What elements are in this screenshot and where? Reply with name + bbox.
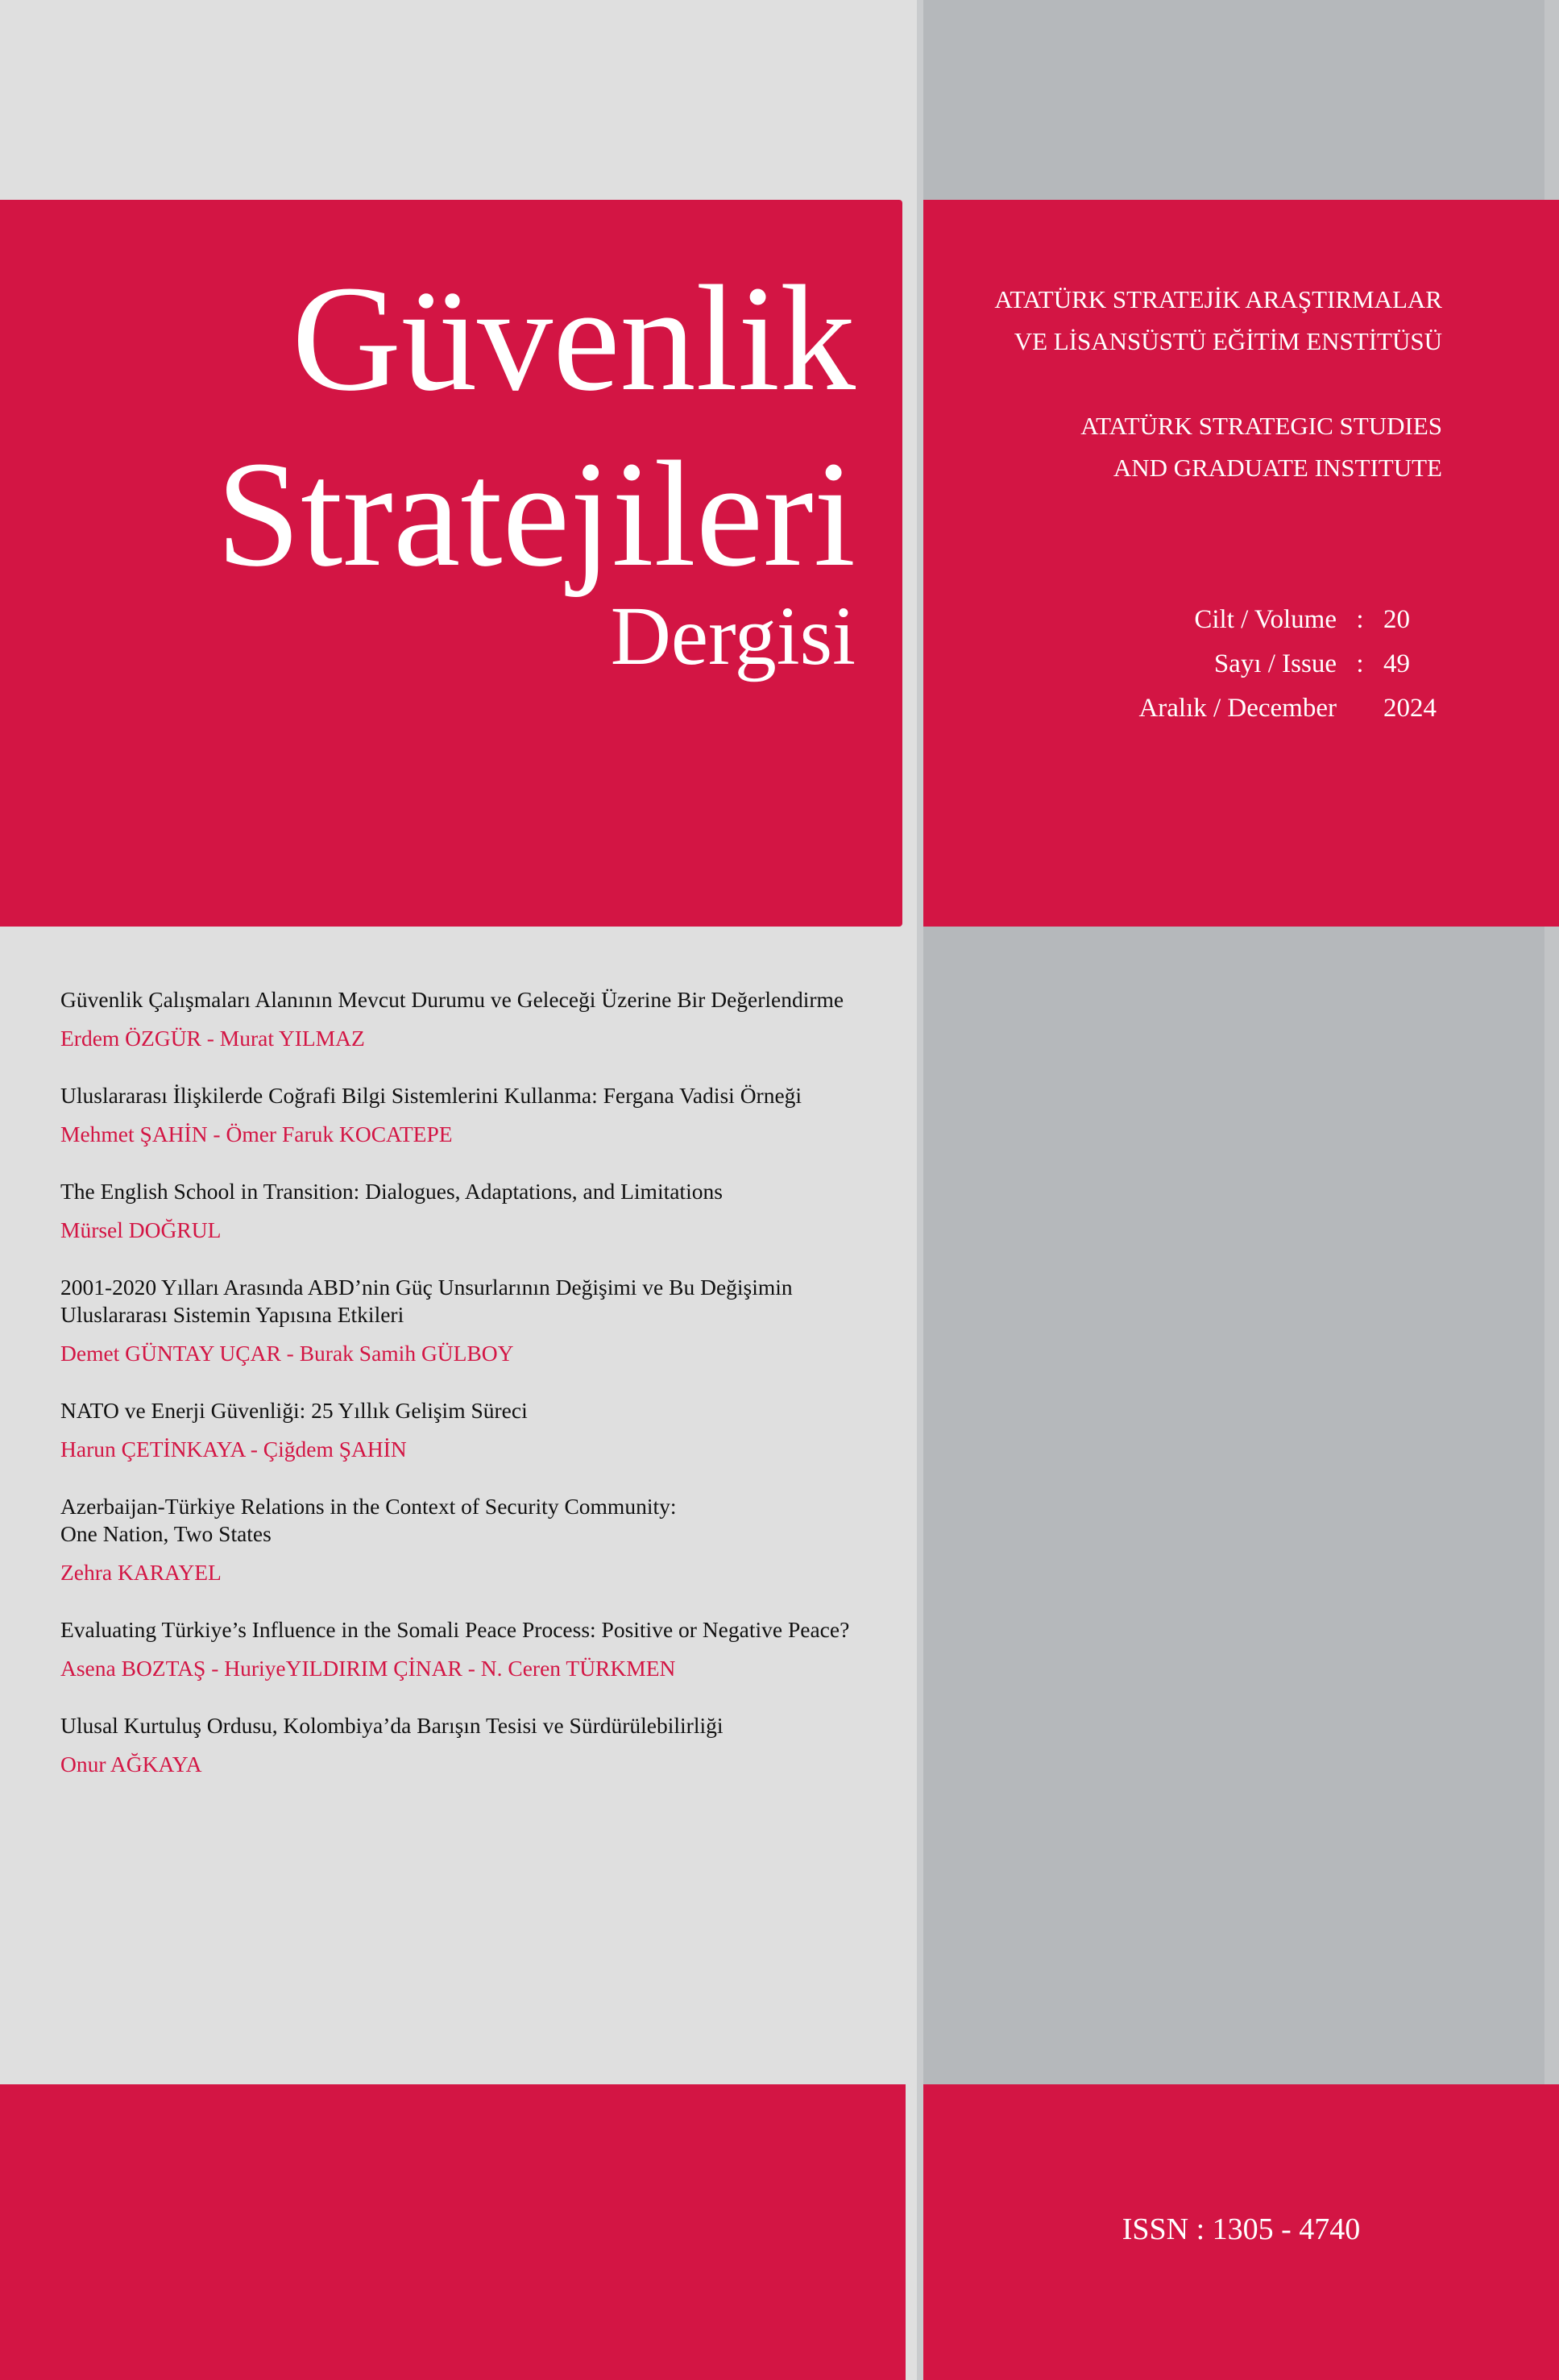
journal-title-line-3: Dergisi xyxy=(610,590,856,682)
article-title-line-1: 2001-2020 Yılları Arasında ABD’nin Güç Unsurlarının Değişimi ve Bu Değişimin xyxy=(60,1275,793,1300)
issn-number: ISSN : 1305 - 4740 xyxy=(1122,2212,1361,2246)
article-authors: Asena BOZTAŞ - HuriyeYILDIRIM ÇİNAR - N. Ceren TÜRKMEN xyxy=(60,1656,676,1681)
institute-tr-line-1: ATATÜRK STRATEJİK ARAŞTIRMALAR xyxy=(994,285,1442,313)
journal-title-line-2: Stratejileri xyxy=(216,429,856,598)
volume-separator: : xyxy=(1356,605,1364,634)
institute-name-turkish xyxy=(994,279,1442,363)
article-entry xyxy=(60,1178,914,1244)
institute-tr-line-2: VE LİSANSÜSTÜ EĞİTİM ENSTİTÜSÜ xyxy=(1014,327,1442,355)
issue-separator: : xyxy=(1356,649,1364,678)
article-authors: Harun ÇETİNKAYA - Çiğdem ŞAHİN xyxy=(60,1437,407,1462)
article-title: Güvenlik Çalışmaları Alanının Mevcut Durumu ve Geleceği Üzerine Bir Değerlendirme xyxy=(60,987,844,1012)
issue-metadata xyxy=(1138,598,1437,731)
date-separator xyxy=(1337,686,1383,731)
institute-info-block xyxy=(923,200,1559,927)
article-title: Evaluating Türkiye’s Influence in the Somali Peace Process: Positive or Negative Peace? xyxy=(60,1617,850,1642)
issue-value: 49 xyxy=(1383,649,1410,678)
article-title: The English School in Transition: Dialogues, Adaptations, and Limitations xyxy=(60,1179,723,1204)
article-title-line-1: Azerbaijan-Türkiye Relations in the Context of Security Community: xyxy=(60,1494,677,1519)
article-authors: Mehmet ŞAHİN - Ömer Faruk KOCATEPE xyxy=(60,1122,453,1146)
article-entry xyxy=(60,1712,914,1778)
article-entry xyxy=(60,1493,914,1586)
date-value: 2024 xyxy=(1383,694,1437,723)
footer-right-block xyxy=(923,2084,1559,2380)
journal-title-line-1: Güvenlik xyxy=(292,254,856,422)
date-label: Aralık / December xyxy=(1138,694,1337,723)
issue-row xyxy=(1138,642,1437,686)
article-authors: Mürsel DOĞRUL xyxy=(60,1217,222,1242)
article-authors: Onur AĞKAYA xyxy=(60,1752,202,1777)
article-authors: Demet GÜNTAY UÇAR - Burak Samih GÜLBOY xyxy=(60,1341,514,1366)
date-row xyxy=(1138,686,1437,731)
article-title: NATO ve Enerji Güvenliği: 25 Yıllık Gelişim Süreci xyxy=(60,1398,528,1423)
volume-row xyxy=(1138,598,1437,642)
article-title-line-2: Uluslararası Sistemin Yapısına Etkileri xyxy=(60,1302,404,1327)
volume-label: Cilt / Volume xyxy=(1194,605,1337,634)
article-authors: Erdem ÖZGÜR - Murat YILMAZ xyxy=(60,1026,365,1051)
article-title-line-2: One Nation, Two States xyxy=(60,1521,272,1546)
article-title: Ulusal Kurtuluş Ordusu, Kolombiya’da Barışın Tesisi ve Sürdürülebilirliği xyxy=(60,1713,724,1738)
institute-en-line-1: ATATÜRK STRATEGIC STUDIES xyxy=(1080,412,1442,440)
institute-name-english xyxy=(1080,405,1442,489)
article-title: Uluslararası İlişkilerde Coğrafi Bilgi Sistemlerini Kullanma: Fergana Vadisi Örneği xyxy=(60,1083,802,1108)
article-entry xyxy=(60,1274,914,1367)
center-gutter xyxy=(917,0,923,2380)
article-entry xyxy=(60,986,914,1052)
article-entry xyxy=(60,1082,914,1148)
journal-title-block xyxy=(0,200,902,927)
article-authors: Zehra KARAYEL xyxy=(60,1560,222,1585)
footer-left-block xyxy=(0,2084,906,2380)
volume-value: 20 xyxy=(1383,605,1410,634)
issue-label: Sayı / Issue xyxy=(1213,649,1337,678)
table-of-contents xyxy=(60,986,914,1808)
article-entry xyxy=(60,1616,914,1682)
institute-en-line-2: AND GRADUATE INSTITUTE xyxy=(1113,454,1442,482)
article-entry xyxy=(60,1397,914,1463)
